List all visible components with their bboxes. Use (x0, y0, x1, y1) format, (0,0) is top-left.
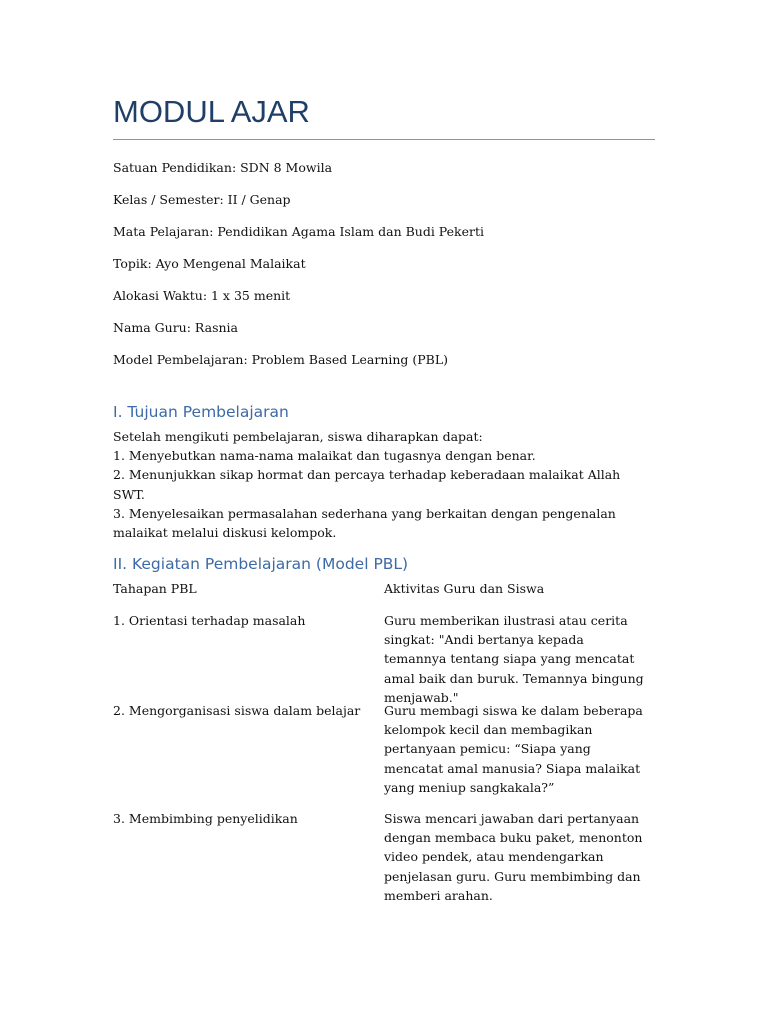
meta-time-allocation: Alokasi Waktu: 1 x 35 menit (113, 288, 291, 303)
objectives-body (113, 427, 655, 542)
meta-learning-model: Model Pembelajaran: Problem Based Learning (PBL) (113, 352, 449, 367)
document-title: MODUL AJAR (113, 94, 310, 129)
meta-class-semester: Kelas / Semester: II / Genap (113, 192, 291, 207)
objective-item: 2. Menunjukkan sikap hormat dan percaya terhadap keberadaan malaikat Allah SWT. (113, 467, 621, 502)
meta-subject: Mata Pelajaran: Pendidikan Agama Islam dan Budi Pekerti (113, 224, 485, 239)
meta-school: Satuan Pendidikan: SDN 8 Mowila (113, 160, 333, 175)
table-cell-stage: 1. Orientasi terhadap masalah (113, 613, 306, 628)
objective-item: 3. Menyelesaikan permasalahan sederhana yang berkaitan dengan pengenalan malaikat melalui diskusi kelompok. (113, 505, 616, 541)
objective-item: 1. Menyebutkan nama-nama malaikat dan tugasnya dengan benar. (113, 448, 536, 464)
table-cell-activity: Guru membagi siswa ke dalam beberapa kelompok kecil dan membagikan pertanyaan pemicu: “Siapa yang mencatat amal manusia? Siapa malaikat yang meniup sangkakala?” (384, 703, 643, 795)
meta-topic: Topik: Ayo Mengenal Malaikat (113, 256, 306, 271)
table-cell-activity: Siswa mencari jawaban dari pertanyaan dengan membaca buku paket, menonton video pendek, atau mendengarkan penjelasan guru. Guru membimbing dan memberi arahan. (384, 811, 643, 903)
table-cell-stage: 3. Membimbing penyelidikan (113, 811, 298, 826)
objectives-intro: Setelah mengikuti pembelajaran, siswa diharapkan dapat: (113, 429, 483, 444)
table-cell-activity: Guru memberikan ilustrasi atau cerita singkat: "Andi bertanya kepada temannya tentang siapa yang mencatat amal baik dan buruk. Temannya bingung menjawab." (384, 613, 644, 705)
table-header-activity: Aktivitas Guru dan Siswa (384, 581, 545, 596)
meta-teacher: Nama Guru: Rasnia (113, 320, 238, 335)
table-header-stage: Tahapan PBL (113, 581, 197, 596)
title-divider (113, 139, 655, 140)
section-heading-activities: II. Kegiatan Pembelajaran (Model PBL) (113, 555, 409, 573)
section-heading-objectives: I. Tujuan Pembelajaran (113, 403, 289, 421)
table-cell-stage: 2. Mengorganisasi siswa dalam belajar (113, 703, 361, 718)
